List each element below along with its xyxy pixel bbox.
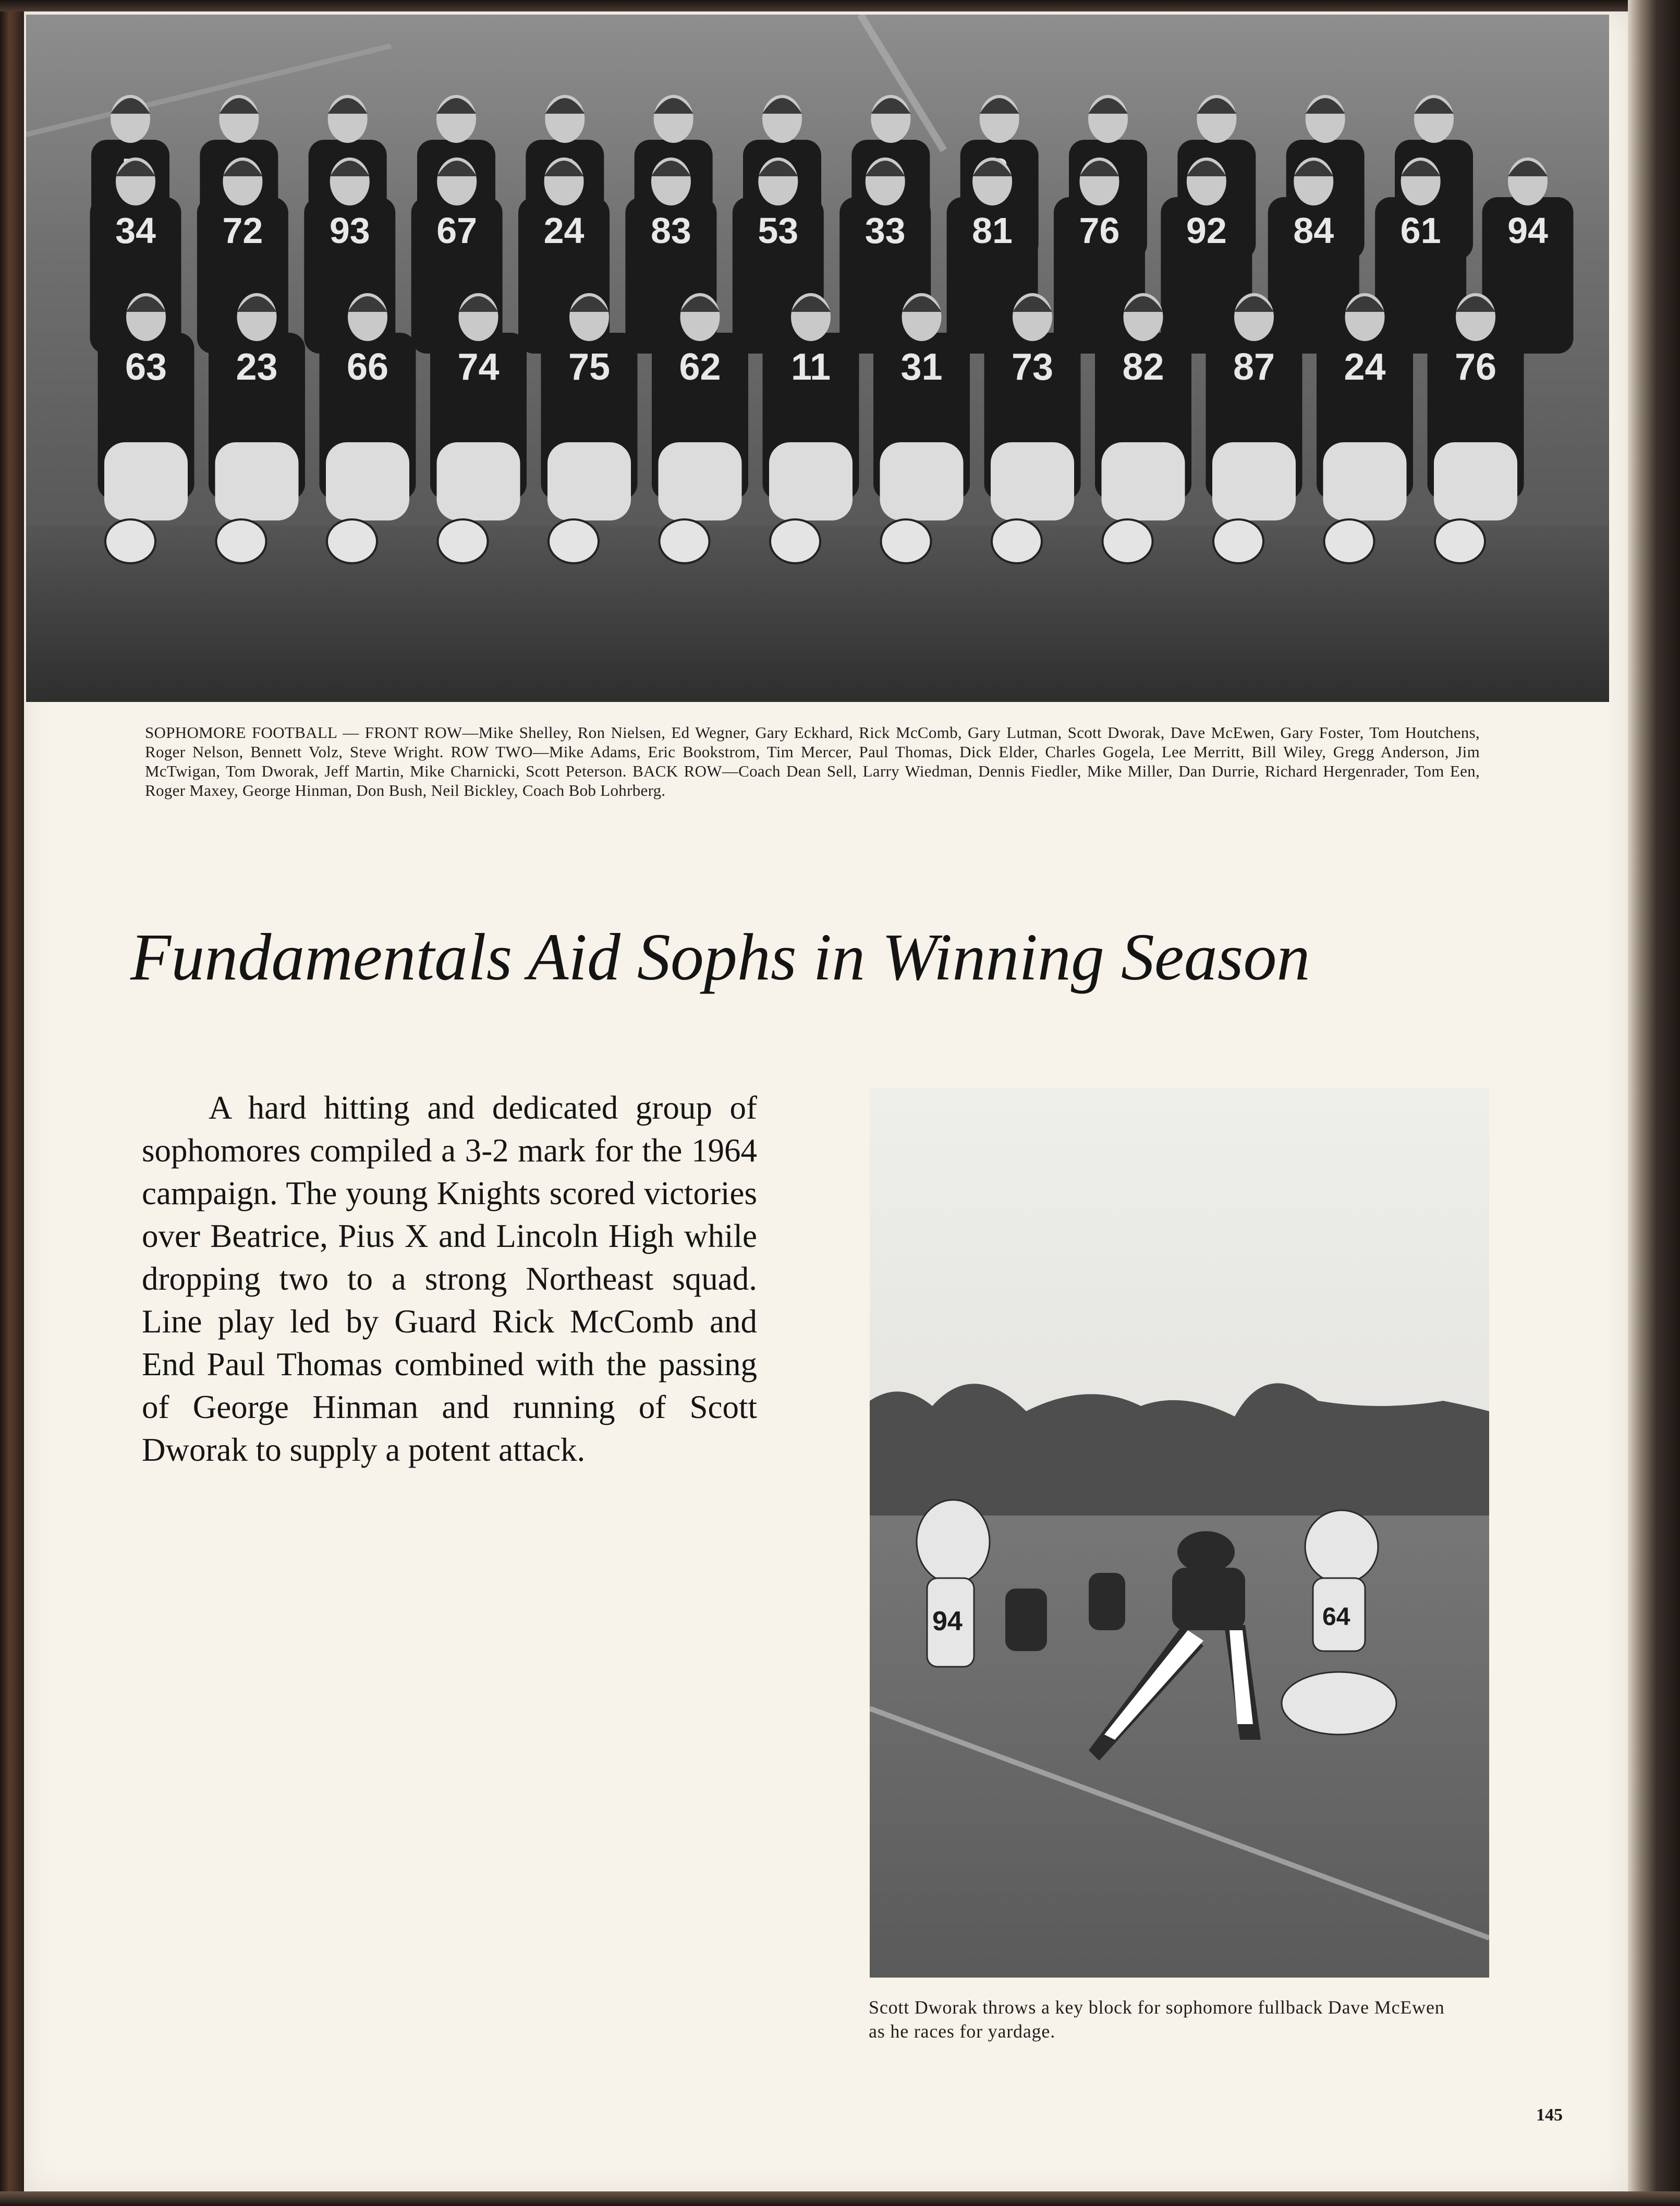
front-row-jersey-number: 62	[679, 346, 721, 388]
helmet-icon	[1103, 519, 1153, 563]
front-row-jersey-number: 11	[790, 346, 831, 388]
helmet-icon	[1213, 519, 1263, 563]
book-binding-right	[1628, 0, 1680, 2206]
middle-row-jersey-number: 93	[329, 210, 370, 251]
helmet-icon	[216, 519, 266, 563]
middle-row-jersey-number: 24	[543, 210, 585, 251]
team-caption: SOPHOMORE FOOTBALL — FRONT ROW—Mike Shelley, Ron Nielsen, Ed Wegner, Gary Eckhard, Rick McComb, Gary Lutman, Scott Dworak, Dave McEwen, Gary Foster, Tom Houtchens, Roger Nelson, Bennett Volz, Steve Wright. ROW TWO—Mike Adams, Eric Bookstrom, Tim Mercer, Paul Thomas, Dick Elder, Charles Gogela, Lee Merritt, Bill Wiley, Gregg Anderson, Jim McTwigan, Tom Dworak, Jeff Martin, Mike Charnicki, Scott Peterson. BACK ROW—Coach Dean Sell, Larry Wiedman, Dennis Fiedler, Mike Miller, Dan Durrie, Richard Hergenrader, Tom Een, Roger Maxey, George Hinman, Don Bush, Neil Bickley, Coach Bob Lohrberg.	[145, 723, 1480, 799]
helmet-icon	[881, 519, 931, 563]
helmet-icon	[327, 519, 377, 563]
middle-row-jersey-number: 84	[1293, 210, 1334, 251]
action-photo	[870, 1088, 1489, 1978]
middle-row-jersey-number: 76	[1079, 210, 1120, 251]
helmet-icon	[770, 519, 820, 563]
front-row-jersey-number: 24	[1344, 346, 1386, 388]
page-number: 145	[1536, 2105, 1563, 2125]
helmet-icon	[1435, 519, 1485, 563]
action-jersey-number: 64	[1322, 1603, 1350, 1631]
front-row-jersey-number: 63	[125, 346, 167, 388]
front-row-jersey-number: 87	[1233, 346, 1275, 388]
middle-row-jersey-number: 67	[436, 210, 478, 251]
front-row-jersey-number: 66	[346, 346, 389, 388]
middle-row-jersey-number: 53	[758, 210, 799, 251]
action-photo-caption: Scott Dworak throws a key block for sophomore fullback Dave McEwen as he races for yardage.	[869, 1997, 1445, 2042]
middle-row-jersey-number: 61	[1400, 210, 1441, 251]
middle-row-jersey-number: 72	[222, 210, 263, 251]
middle-row-jersey-number: 94	[1507, 210, 1548, 251]
front-row-jersey-number: 31	[900, 346, 943, 388]
action-jersey-number: 94	[932, 1606, 963, 1637]
book-binding-left	[0, 0, 24, 2206]
front-row-jersey-number: 73	[1011, 346, 1054, 388]
middle-row-jersey-number: 92	[1186, 210, 1227, 251]
team-photo	[26, 15, 1609, 702]
helmet-icon	[438, 519, 488, 563]
middle-row-jersey-number: 81	[972, 210, 1013, 251]
page-edge-bottom	[0, 2191, 1680, 2206]
helmet-icon	[660, 519, 710, 563]
helmet-icon	[549, 519, 599, 563]
front-row-jersey-number: 75	[568, 346, 611, 388]
helmet-icon	[992, 519, 1042, 563]
helmet-icon	[1324, 519, 1374, 563]
article-body: A hard hitting and dedicated group of sophomores compiled a 3-2 mark for the 1964 campaign. The young Knights scored victories over Beatrice, Pius X and Lincoln High while dropping two to a strong Northeast squad. Line play led by Guard Rick McComb and End Paul Thomas combined with the passing of George Hinman and running of Scott Dworak to supply a potent attack.	[142, 1089, 757, 1468]
front-row-jersey-number: 76	[1454, 346, 1497, 388]
helmet-icon	[105, 519, 155, 563]
page-edge-top	[0, 0, 1680, 11]
front-row-jersey-number: 82	[1122, 346, 1164, 388]
middle-row-jersey-number: 33	[865, 210, 906, 251]
middle-row-jersey-number: 34	[115, 210, 156, 251]
front-row-jersey-number: 23	[236, 346, 278, 388]
front-row-jersey-number: 74	[457, 346, 500, 388]
headline: Fundamentals Aid Sophs in Winning Season	[130, 920, 1310, 994]
middle-row-jersey-number: 83	[650, 210, 691, 251]
